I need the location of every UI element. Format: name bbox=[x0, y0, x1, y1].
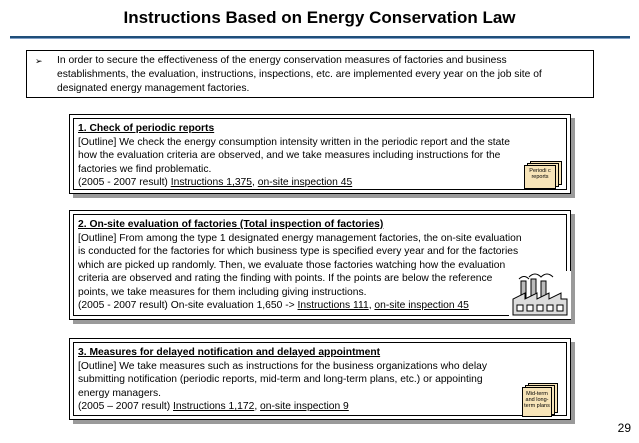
result-separator: , bbox=[368, 300, 375, 311]
section-heading: 1. Check of periodic reports bbox=[78, 123, 215, 134]
section-outline-line: submitting notification (periodic reports, mid-term and long-term plans, etc.) or appointing bbox=[78, 374, 483, 385]
section-result bbox=[78, 299, 562, 313]
factory-icon bbox=[509, 271, 571, 319]
section-outline-line: is conducted for the factories for which business type is specified every year and for the factories bbox=[78, 246, 519, 257]
section-outline-line: which are picked up randomly. Then, we evaluate those factories watching how the evaluation bbox=[78, 259, 506, 271]
section-outline-line: [Outline] We take measures such as instructions for the business organizations who delay bbox=[78, 360, 488, 372]
page-number: 29 bbox=[617, 421, 631, 435]
document-label: Mid-term and long-term plans bbox=[524, 391, 550, 409]
result-inspection: on-site inspection 9 bbox=[260, 401, 349, 412]
section-outline-line: criteria are observed and rating the finding with points. If the points are below the reference bbox=[78, 273, 493, 284]
result-instructions: Instructions 1,172 bbox=[173, 401, 255, 412]
slide-title: Instructions Based on Energy Conservation Law bbox=[123, 8, 516, 27]
intro-line: establishments, the evaluation, instructions, inspections, etc. are implemented every year on the job site of bbox=[57, 69, 542, 80]
section-delayed-notification bbox=[69, 338, 571, 420]
arrow-bullet-icon: ➢ bbox=[35, 56, 43, 66]
section-outline-line: [Outline] We check the energy consumption intensity written in the periodic report and the state bbox=[78, 136, 510, 148]
section-onsite-evaluation bbox=[69, 210, 571, 320]
section-outline-line: energy managers. bbox=[78, 387, 161, 399]
result-prefix: (2005 - 2007 result) On-site evaluation 1,650 -> bbox=[78, 300, 298, 311]
result-prefix: (2005 – 2007 result) bbox=[78, 401, 174, 412]
section-result bbox=[78, 176, 562, 190]
section-outline-line: how the evaluation criteria are observed, and we take measures including instructions for the bbox=[78, 150, 501, 161]
intro-box bbox=[26, 50, 594, 98]
section-outline-line: factories we find problematic. bbox=[78, 163, 212, 175]
section-outline-line: points, we take measures for them including giving instructions. bbox=[78, 286, 367, 298]
document-label: Periodi c reports bbox=[529, 168, 551, 180]
section-result bbox=[78, 400, 562, 414]
result-inspection: on-site inspection 45 bbox=[374, 300, 469, 311]
section-heading: 3. Measures for delayed notification and delayed appointment bbox=[78, 347, 381, 358]
section-periodic-reports bbox=[69, 114, 571, 194]
section-heading: 2. On-site evaluation of factories (Total inspection of factories) bbox=[78, 219, 384, 230]
periodic-reports-document-icon bbox=[524, 161, 564, 189]
title-divider bbox=[10, 36, 630, 38]
intro-line: designated energy management factories. bbox=[57, 83, 250, 94]
result-separator: , bbox=[252, 177, 258, 188]
result-inspection: on-site inspection 45 bbox=[257, 177, 353, 188]
result-instructions: Instructions 1,375 bbox=[170, 177, 253, 188]
result-separator: , bbox=[254, 401, 261, 412]
plans-document-icon bbox=[522, 383, 562, 417]
section-outline-line: [Outline] From among the type 1 designated energy management factories, the on-site evaluation bbox=[78, 232, 522, 244]
intro-line: In order to secure the effectiveness of the energy conservation measures of factories and business bbox=[57, 55, 507, 66]
result-prefix: (2005 - 2007 result) bbox=[78, 177, 171, 188]
result-instructions: Instructions 111 bbox=[297, 300, 369, 311]
